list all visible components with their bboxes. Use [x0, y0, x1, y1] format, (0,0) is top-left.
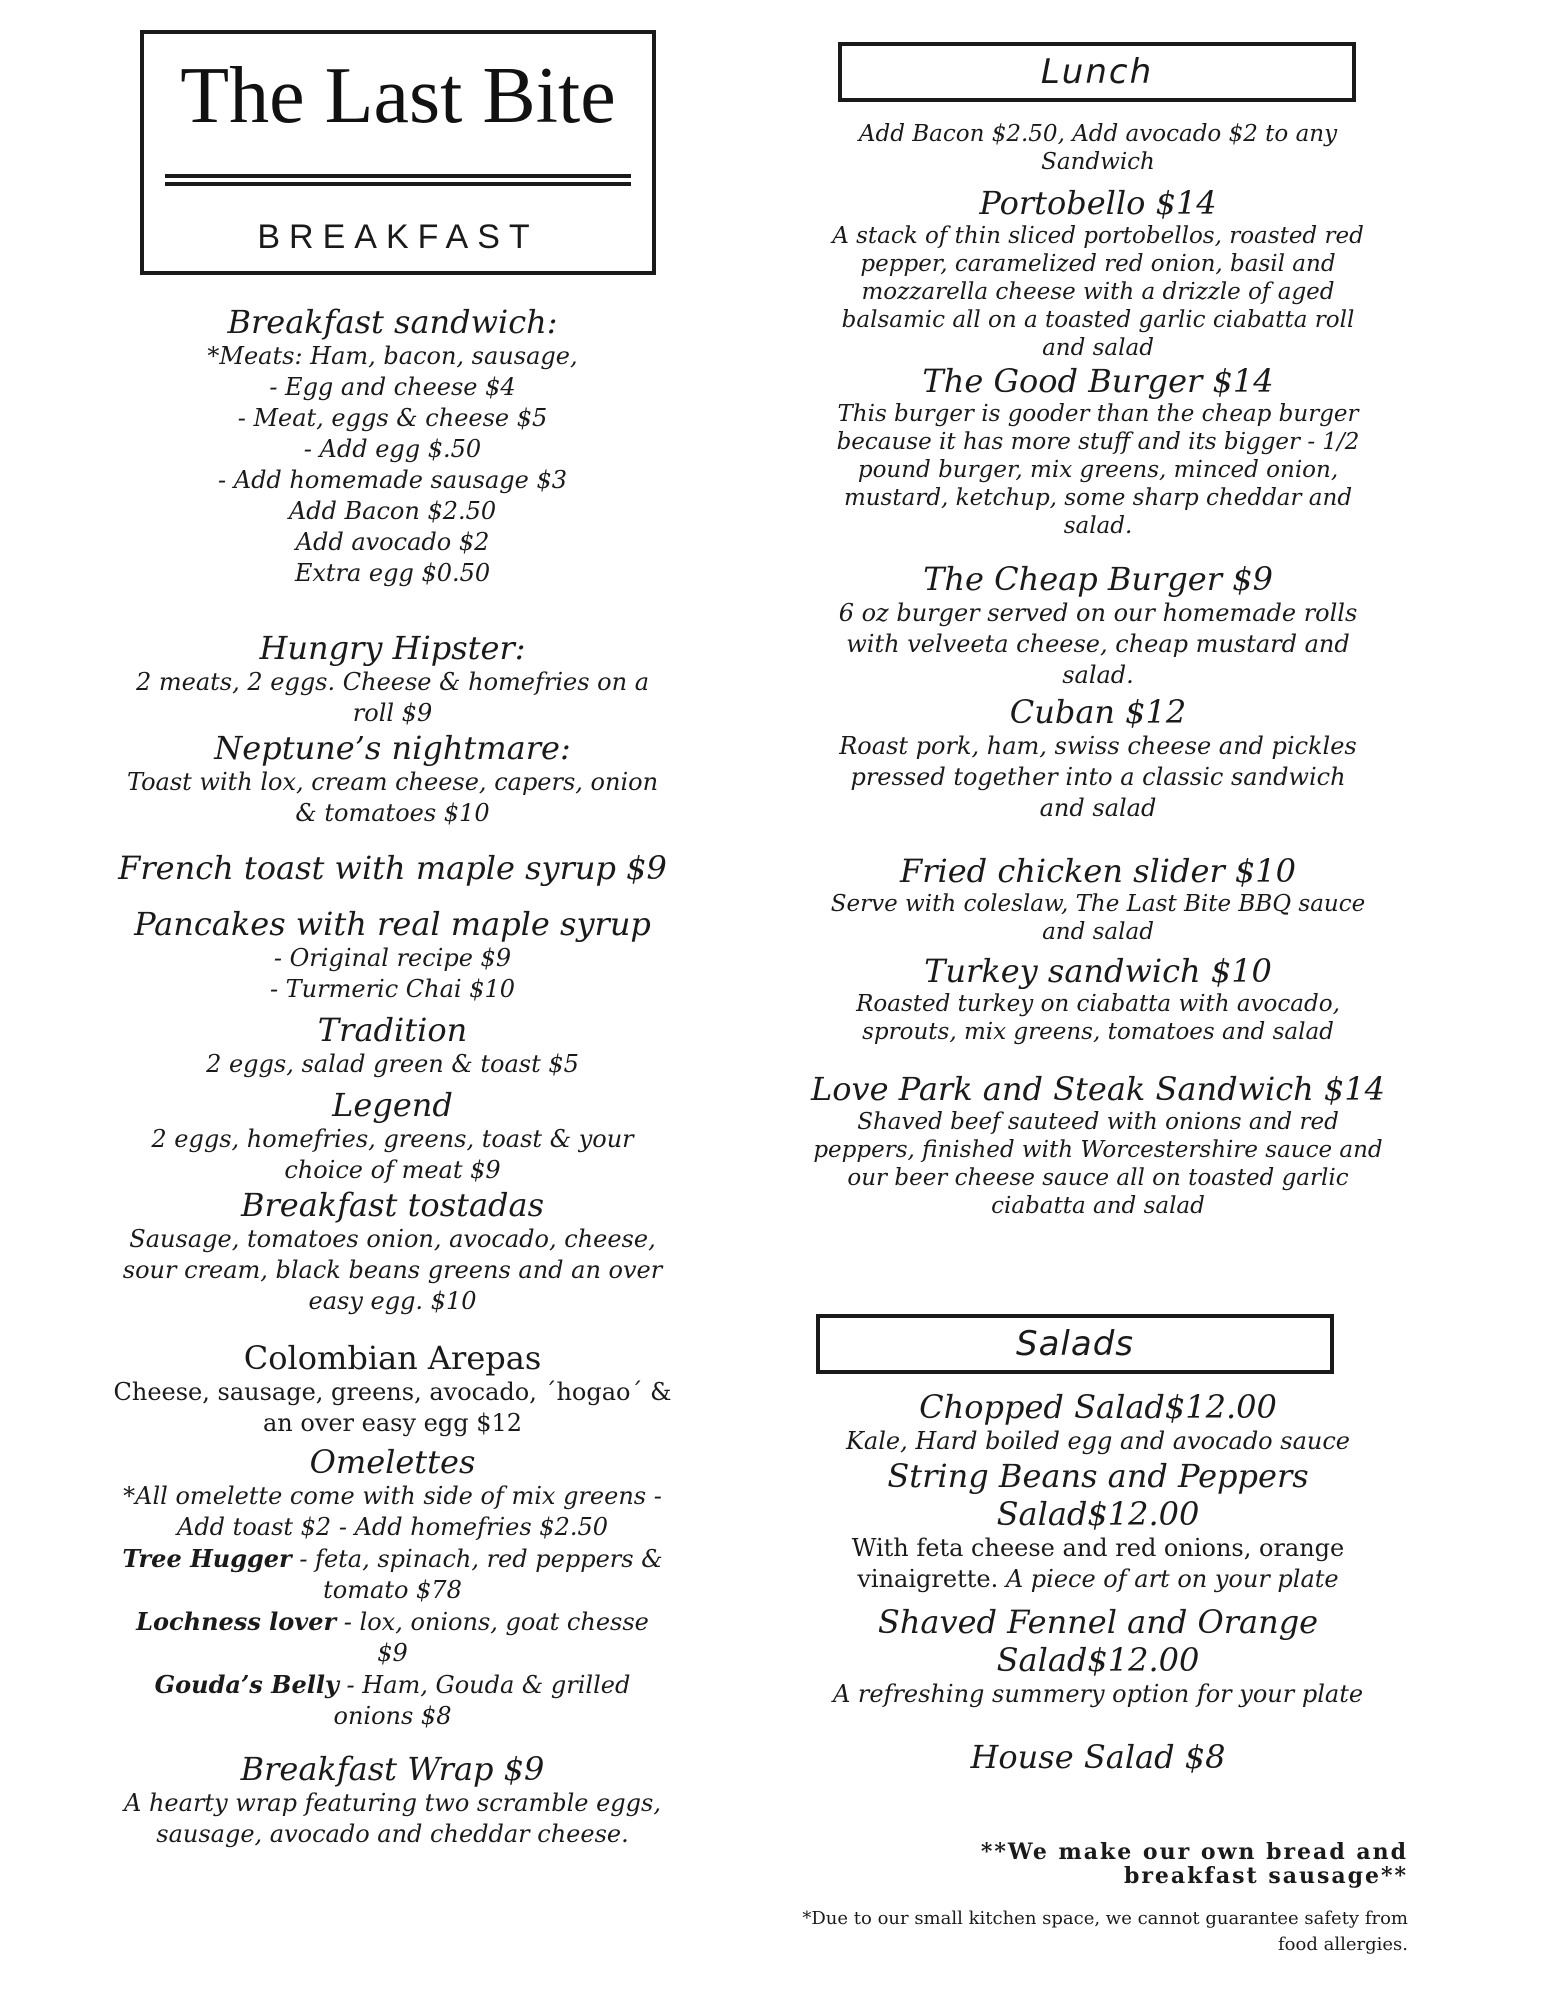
- desc-line: our beer cheese sauce all on toasted garlic: [847, 1165, 1349, 1191]
- item-title: Legend: [332, 1086, 453, 1124]
- desc-line: *All omelette come with side of mix greens -: [123, 1482, 662, 1510]
- desc-line: Add Bacon $2.50: [288, 497, 497, 525]
- desc-line: - Egg and cheese $4: [269, 373, 516, 401]
- desc-line: - Add homemade sausage $3: [218, 466, 567, 494]
- omelette-option: [40, 1543, 745, 1575]
- desc-line: an over easy egg $12: [262, 1409, 523, 1437]
- menu-item-house-salad: [782, 1738, 1414, 1776]
- homemade-note: [708, 1840, 1408, 1888]
- omelette-option: [40, 1606, 745, 1638]
- item-title: Turkey sandwich $10: [924, 952, 1272, 990]
- desc-line: Cheese, sausage, greens, avocado, ´hogao´ &: [113, 1378, 672, 1406]
- lunch-heading: Lunch: [838, 42, 1356, 102]
- desc-line: - Turmeric Chai $10: [269, 975, 516, 1003]
- desc-line: pepper, caramelized red onion, basil and: [860, 251, 1336, 277]
- desc-line: *Meats: Ham, bacon, sausage,: [207, 342, 578, 370]
- item-description: [782, 1679, 1414, 1710]
- menu-item-chopped-salad: [782, 1388, 1414, 1457]
- menu-item-hungry-hipster: [40, 629, 745, 729]
- item-title: Breakfast tostadas: [240, 1186, 545, 1224]
- desc-italic: A piece of art on your plate: [1005, 1565, 1339, 1593]
- desc-line: salad.: [1063, 513, 1133, 539]
- menu-item-french-toast: [40, 849, 745, 887]
- title-divider: [165, 174, 631, 186]
- desc-plain: vinaigrette.: [857, 1565, 1006, 1593]
- desc-line: Roasted turkey on ciabatta with avocado,: [856, 991, 1340, 1017]
- salads-heading: Salads: [816, 1314, 1334, 1374]
- note-line: breakfast sausage**: [1123, 1863, 1408, 1889]
- desc-line: - Original recipe $9: [273, 944, 512, 972]
- omelette-name: Gouda’s Belly: [154, 1670, 339, 1699]
- desc-line: mozzarella cheese with a drizzle of aged: [861, 279, 1335, 305]
- desc-line: This burger is gooder than the cheap burger: [837, 401, 1359, 427]
- title-line: Shaved Fennel and Orange: [877, 1603, 1319, 1641]
- item-title: Love Park and Steak Sandwich $14: [811, 1070, 1385, 1108]
- desc-line: ciabatta and salad: [991, 1193, 1205, 1219]
- salads-column: [782, 1388, 1414, 1776]
- restaurant-title-box: [140, 30, 656, 275]
- desc-line: 2 meats, 2 eggs. Cheese & homefries on a: [135, 668, 650, 696]
- item-description: [40, 1788, 745, 1850]
- item-description: [782, 400, 1414, 540]
- menu-item-string-beans-salad: [782, 1457, 1414, 1595]
- desc-line: and salad: [1042, 335, 1154, 361]
- item-description: [40, 667, 745, 729]
- omelette-name: Lochness lover: [136, 1607, 337, 1636]
- item-description: [782, 598, 1414, 691]
- item-description: [782, 890, 1414, 946]
- desc-line: Extra egg $0.50: [294, 559, 491, 587]
- desc-line: pressed together into a classic sandwich: [850, 763, 1346, 791]
- omelette-desc: - feta, spinach, red peppers &: [291, 1545, 663, 1573]
- item-title: Cuban $12: [1009, 693, 1187, 731]
- item-description: [782, 1108, 1414, 1220]
- desc-line: tomato $78: [323, 1576, 462, 1604]
- note-line: **We make our own bread and: [980, 1839, 1408, 1865]
- lunch-addons: [782, 120, 1414, 176]
- desc-line: choice of meat $9: [284, 1156, 501, 1184]
- desc-line: pound burger, mix greens, minced onion,: [857, 457, 1339, 483]
- desc-line: 2 eggs, homefries, greens, toast & your: [151, 1125, 634, 1153]
- desc-line: 6 oz burger served on our homemade rolls: [838, 599, 1358, 627]
- menu-item-neptunes-nightmare: [40, 729, 745, 829]
- menu-item-breakfast-sandwich: [40, 303, 745, 589]
- menu-item-breakfast-wrap: [40, 1750, 745, 1850]
- menu-item-portobello: [782, 184, 1414, 362]
- lunch-column: [782, 120, 1414, 1220]
- item-title: Colombian Arepas: [243, 1339, 542, 1377]
- item-description: [782, 731, 1414, 824]
- item-title: [782, 1603, 1414, 1679]
- desc-line: [782, 1564, 1414, 1595]
- item-description: [782, 222, 1414, 362]
- item-description: [40, 1481, 745, 1732]
- title-line: Salad$12.00: [996, 1495, 1200, 1533]
- desc-line: - Add egg $.50: [303, 435, 482, 463]
- title-line: Salad$12.00: [996, 1641, 1200, 1679]
- desc-line: Add toast $2 - Add homefries $2.50: [176, 1513, 609, 1541]
- item-title: House Salad $8: [970, 1738, 1226, 1776]
- item-title: Breakfast Wrap $9: [240, 1750, 545, 1788]
- menu-item-turkey-sandwich: [782, 952, 1414, 1046]
- title-line: String Beans and Peppers: [887, 1457, 1309, 1495]
- desc-line: Sausage, tomatoes onion, avocado, cheese,: [129, 1225, 656, 1253]
- omelette-desc: - Ham, Gouda & grilled: [338, 1671, 631, 1699]
- desc-line: peppers, finished with Worcestershire sauce and: [813, 1137, 1383, 1163]
- menu-item-colombian-arepas: [40, 1339, 745, 1439]
- desc-line: because it has more stuff and its bigger - 1/2: [836, 429, 1360, 455]
- menu-item-breakfast-tostadas: [40, 1186, 745, 1317]
- menu-item-good-burger: [782, 362, 1414, 540]
- desc-line: sour cream, black beans greens and an over: [122, 1256, 663, 1284]
- footer-notes: [708, 1840, 1408, 1958]
- breakfast-column: [40, 303, 745, 1850]
- item-description: [40, 1377, 745, 1439]
- desc-line: Kale, Hard boiled egg and avocado sauce: [846, 1427, 1350, 1455]
- menu-item-fennel-salad: [782, 1603, 1414, 1710]
- desc-line: & tomatoes $10: [295, 799, 490, 827]
- desc-line: salad.: [1062, 661, 1134, 689]
- desc-line: With feta cheese and red onions, orange: [851, 1534, 1345, 1562]
- desc-line: Serve with coleslaw, The Last Bite BBQ sauce: [830, 891, 1366, 917]
- item-title: French toast with maple syrup $9: [118, 849, 667, 887]
- item-description: [40, 767, 745, 829]
- menu-item-fried-chicken-slider: [782, 852, 1414, 946]
- menu-item-cuban: [782, 693, 1414, 824]
- item-title: The Good Burger $14: [922, 362, 1274, 400]
- item-title: Fried chicken slider $10: [900, 852, 1296, 890]
- restaurant-name: The Last Bite: [180, 52, 616, 140]
- desc-line: Roast pork, ham, swiss cheese and pickles: [839, 732, 1357, 760]
- desc-line: with velveeta cheese, cheap mustard and: [846, 630, 1350, 658]
- omelette-desc: - lox, onions, goat chesse: [336, 1608, 649, 1636]
- item-title: Omelettes: [309, 1443, 476, 1481]
- desc-line: Add avocado $2: [295, 528, 490, 556]
- desc-line: roll $9: [352, 699, 433, 727]
- item-title: The Cheap Burger $9: [923, 560, 1273, 598]
- desc-line: Shaved beef sauteed with onions and red: [857, 1109, 1339, 1135]
- menu-item-steak-sandwich: [782, 1070, 1414, 1220]
- note-line: food allergies.: [1278, 1934, 1408, 1955]
- desc-line: mustard, ketchup, some sharp cheddar and: [843, 485, 1353, 511]
- item-description: [40, 1124, 745, 1186]
- menu-item-tradition: [40, 1011, 745, 1080]
- desc-line: balsamic all on a toasted garlic ciabatta roll: [841, 307, 1355, 333]
- desc-line: - Meat, eggs & cheese $5: [237, 404, 548, 432]
- menu-item-legend: [40, 1086, 745, 1186]
- desc-line: A hearty wrap featuring two scramble eggs,: [124, 1789, 661, 1817]
- item-title: Hungry Hipster:: [259, 629, 526, 667]
- menu-item-cheap-burger: [782, 560, 1414, 691]
- desc-line: easy egg. $10: [308, 1287, 477, 1315]
- desc-line: sprouts, mix greens, tomatoes and salad: [862, 1019, 1334, 1045]
- breakfast-heading: BREAKFAST: [257, 218, 539, 256]
- item-description: [40, 1224, 745, 1317]
- item-description: [782, 1533, 1414, 1595]
- desc-line: and salad: [1042, 919, 1154, 945]
- item-description: [782, 1426, 1414, 1457]
- desc-line: Toast with lox, cream cheese, capers, onion: [126, 768, 659, 796]
- menu-item-omelettes: [40, 1443, 745, 1732]
- item-title: Pancakes with real maple syrup: [134, 905, 651, 943]
- desc-line: Add Bacon $2.50, Add avocado $2 to any: [858, 121, 1338, 147]
- item-description: [782, 990, 1414, 1046]
- desc-line: A refreshing summery option for your plate: [832, 1680, 1364, 1708]
- omelette-option: [40, 1669, 745, 1701]
- desc-line: sausage, avocado and cheddar cheese.: [156, 1820, 629, 1848]
- desc-line: onions $8: [333, 1702, 452, 1730]
- item-title: Portobello $14: [979, 184, 1217, 222]
- desc-line: A stack of thin sliced portobellos, roasted red: [832, 223, 1364, 249]
- desc-line: 2 eggs, salad green & toast $5: [206, 1050, 579, 1078]
- item-description: [40, 1049, 745, 1080]
- omelette-name: Tree Hugger: [122, 1544, 292, 1573]
- item-description: [40, 341, 745, 589]
- desc-line: and salad: [1039, 794, 1157, 822]
- item-title: Tradition: [317, 1011, 468, 1049]
- desc-line: $9: [377, 1639, 408, 1667]
- item-title: [782, 1457, 1414, 1533]
- menu-item-pancakes: [40, 905, 745, 1005]
- note-line: *Due to our small kitchen space, we cannot guarantee safety from: [802, 1908, 1408, 1929]
- item-description: [40, 943, 745, 1005]
- item-title: Chopped Salad$12.00: [919, 1388, 1277, 1426]
- desc-line: Sandwich: [1041, 149, 1155, 175]
- item-title: Neptune’s nightmare:: [214, 729, 571, 767]
- allergy-disclaimer: [708, 1906, 1408, 1958]
- item-title: Breakfast sandwich:: [227, 303, 558, 341]
